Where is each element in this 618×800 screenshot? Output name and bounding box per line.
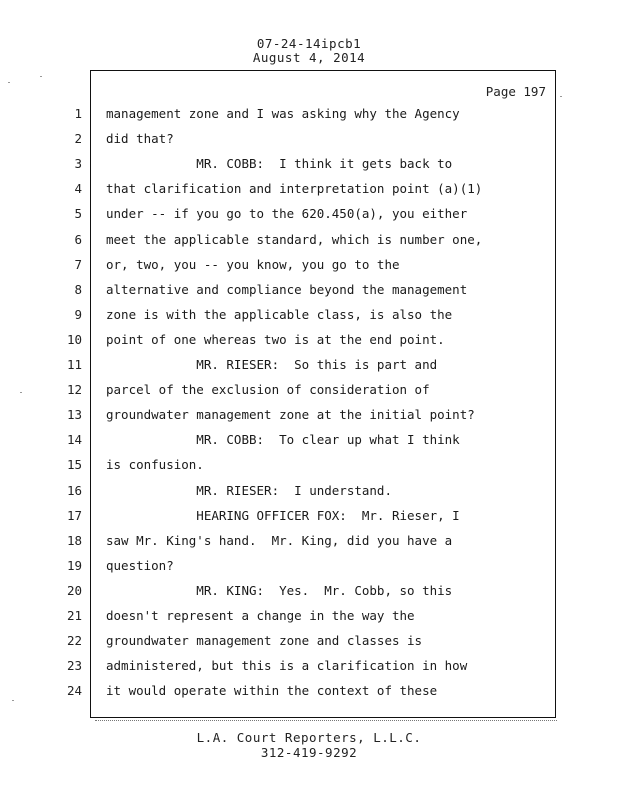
line-text: MR. KING: Yes. Mr. Cobb, so this	[106, 582, 453, 598]
transcript-line	[0, 457, 618, 482]
reporter-phone: 312-419-9292	[260, 745, 358, 760]
transcript-line	[0, 432, 618, 457]
line-number: 24	[66, 683, 82, 699]
line-text: did that?	[106, 131, 174, 147]
line-number: 9	[74, 306, 82, 322]
line-number: 8	[74, 281, 82, 297]
transcript-line	[0, 608, 618, 633]
line-number: 5	[74, 206, 82, 222]
transcript-line	[0, 307, 618, 332]
line-text: saw Mr. King's hand. Mr. King, did you have a	[106, 532, 453, 548]
frame-bottom-shadow	[95, 720, 557, 721]
transcript-line	[0, 206, 618, 231]
line-number: 2	[74, 131, 82, 147]
line-text: zone is with the applicable class, is also the	[106, 306, 453, 322]
transcript-line	[0, 181, 618, 206]
line-text: MR. COBB: I think it gets back to	[106, 156, 453, 172]
line-text: meet the applicable standard, which is number one,	[106, 231, 483, 247]
transcript-line	[0, 683, 618, 708]
transcript-line	[0, 232, 618, 257]
line-text: it would operate within the context of these	[106, 683, 438, 699]
transcript-line	[0, 558, 618, 583]
line-number: 4	[74, 181, 82, 197]
line-text: HEARING OFFICER FOX: Mr. Rieser, I	[106, 507, 460, 523]
line-number: 1	[74, 106, 82, 121]
line-number: 10	[66, 331, 82, 347]
transcript-line	[0, 131, 618, 156]
transcript-line	[0, 407, 618, 432]
transcript-line	[0, 658, 618, 683]
transcript-line	[0, 332, 618, 357]
line-text: alternative and compliance beyond the management	[106, 281, 468, 297]
line-number: 23	[66, 658, 82, 674]
transcript-line	[0, 106, 618, 131]
line-number: 19	[66, 557, 82, 573]
scan-speck	[20, 392, 22, 393]
line-text: is confusion.	[106, 457, 204, 473]
hearing-date: August 4, 2014	[252, 50, 366, 65]
line-number: 17	[66, 507, 82, 523]
line-text: that clarification and interpretation point (a)(1)	[106, 181, 483, 197]
page-number: Page 197	[485, 84, 546, 99]
scan-speck	[560, 96, 562, 97]
line-text: MR. COBB: To clear up what I think	[106, 432, 460, 448]
line-number: 21	[66, 608, 82, 623]
line-text: point of one whereas two is at the end point.	[106, 331, 445, 347]
line-number: 6	[74, 231, 82, 247]
transcript-line	[0, 156, 618, 181]
line-number: 11	[66, 357, 82, 372]
line-number: 18	[66, 532, 82, 548]
transcript-line	[0, 583, 618, 608]
line-number: 14	[66, 432, 82, 448]
line-text: administered, but this is a clarification in how	[106, 658, 468, 674]
line-number: 20	[66, 582, 82, 598]
line-text: groundwater management zone and classes is	[106, 633, 423, 649]
transcript-line	[0, 533, 618, 558]
scan-speck	[40, 76, 42, 77]
line-number: 7	[74, 256, 82, 272]
transcript-line	[0, 282, 618, 307]
transcript-line	[0, 382, 618, 407]
line-text: doesn't represent a change in the way the	[106, 608, 415, 623]
line-number: 16	[66, 482, 82, 498]
line-text: under -- if you go to the 620.450(a), you either	[106, 206, 468, 222]
scan-speck	[8, 82, 10, 83]
line-text: groundwater management zone at the initial point?	[106, 407, 475, 423]
line-text: MR. RIESER: I understand.	[106, 482, 392, 498]
line-text: or, two, you -- you know, you go to the	[106, 256, 400, 272]
line-text: question?	[106, 557, 174, 573]
line-text: parcel of the exclusion of consideration of	[106, 382, 430, 398]
line-number: 22	[66, 633, 82, 649]
case-identifier: 07-24-14ipcb1	[256, 36, 362, 51]
line-number: 3	[74, 156, 82, 172]
line-number: 15	[66, 457, 82, 473]
line-text: MR. RIESER: So this is part and	[106, 357, 438, 372]
transcript-line	[0, 508, 618, 533]
line-text: management zone and I was asking why the Agency	[106, 106, 460, 121]
transcript-line	[0, 257, 618, 282]
scan-speck	[12, 700, 14, 701]
transcript-line	[0, 633, 618, 658]
line-number: 13	[66, 407, 82, 423]
reporter-company: L.A. Court Reporters, L.L.C.	[196, 730, 422, 745]
line-number: 12	[66, 382, 82, 398]
transcript-line	[0, 483, 618, 508]
transcript-line	[0, 357, 618, 382]
